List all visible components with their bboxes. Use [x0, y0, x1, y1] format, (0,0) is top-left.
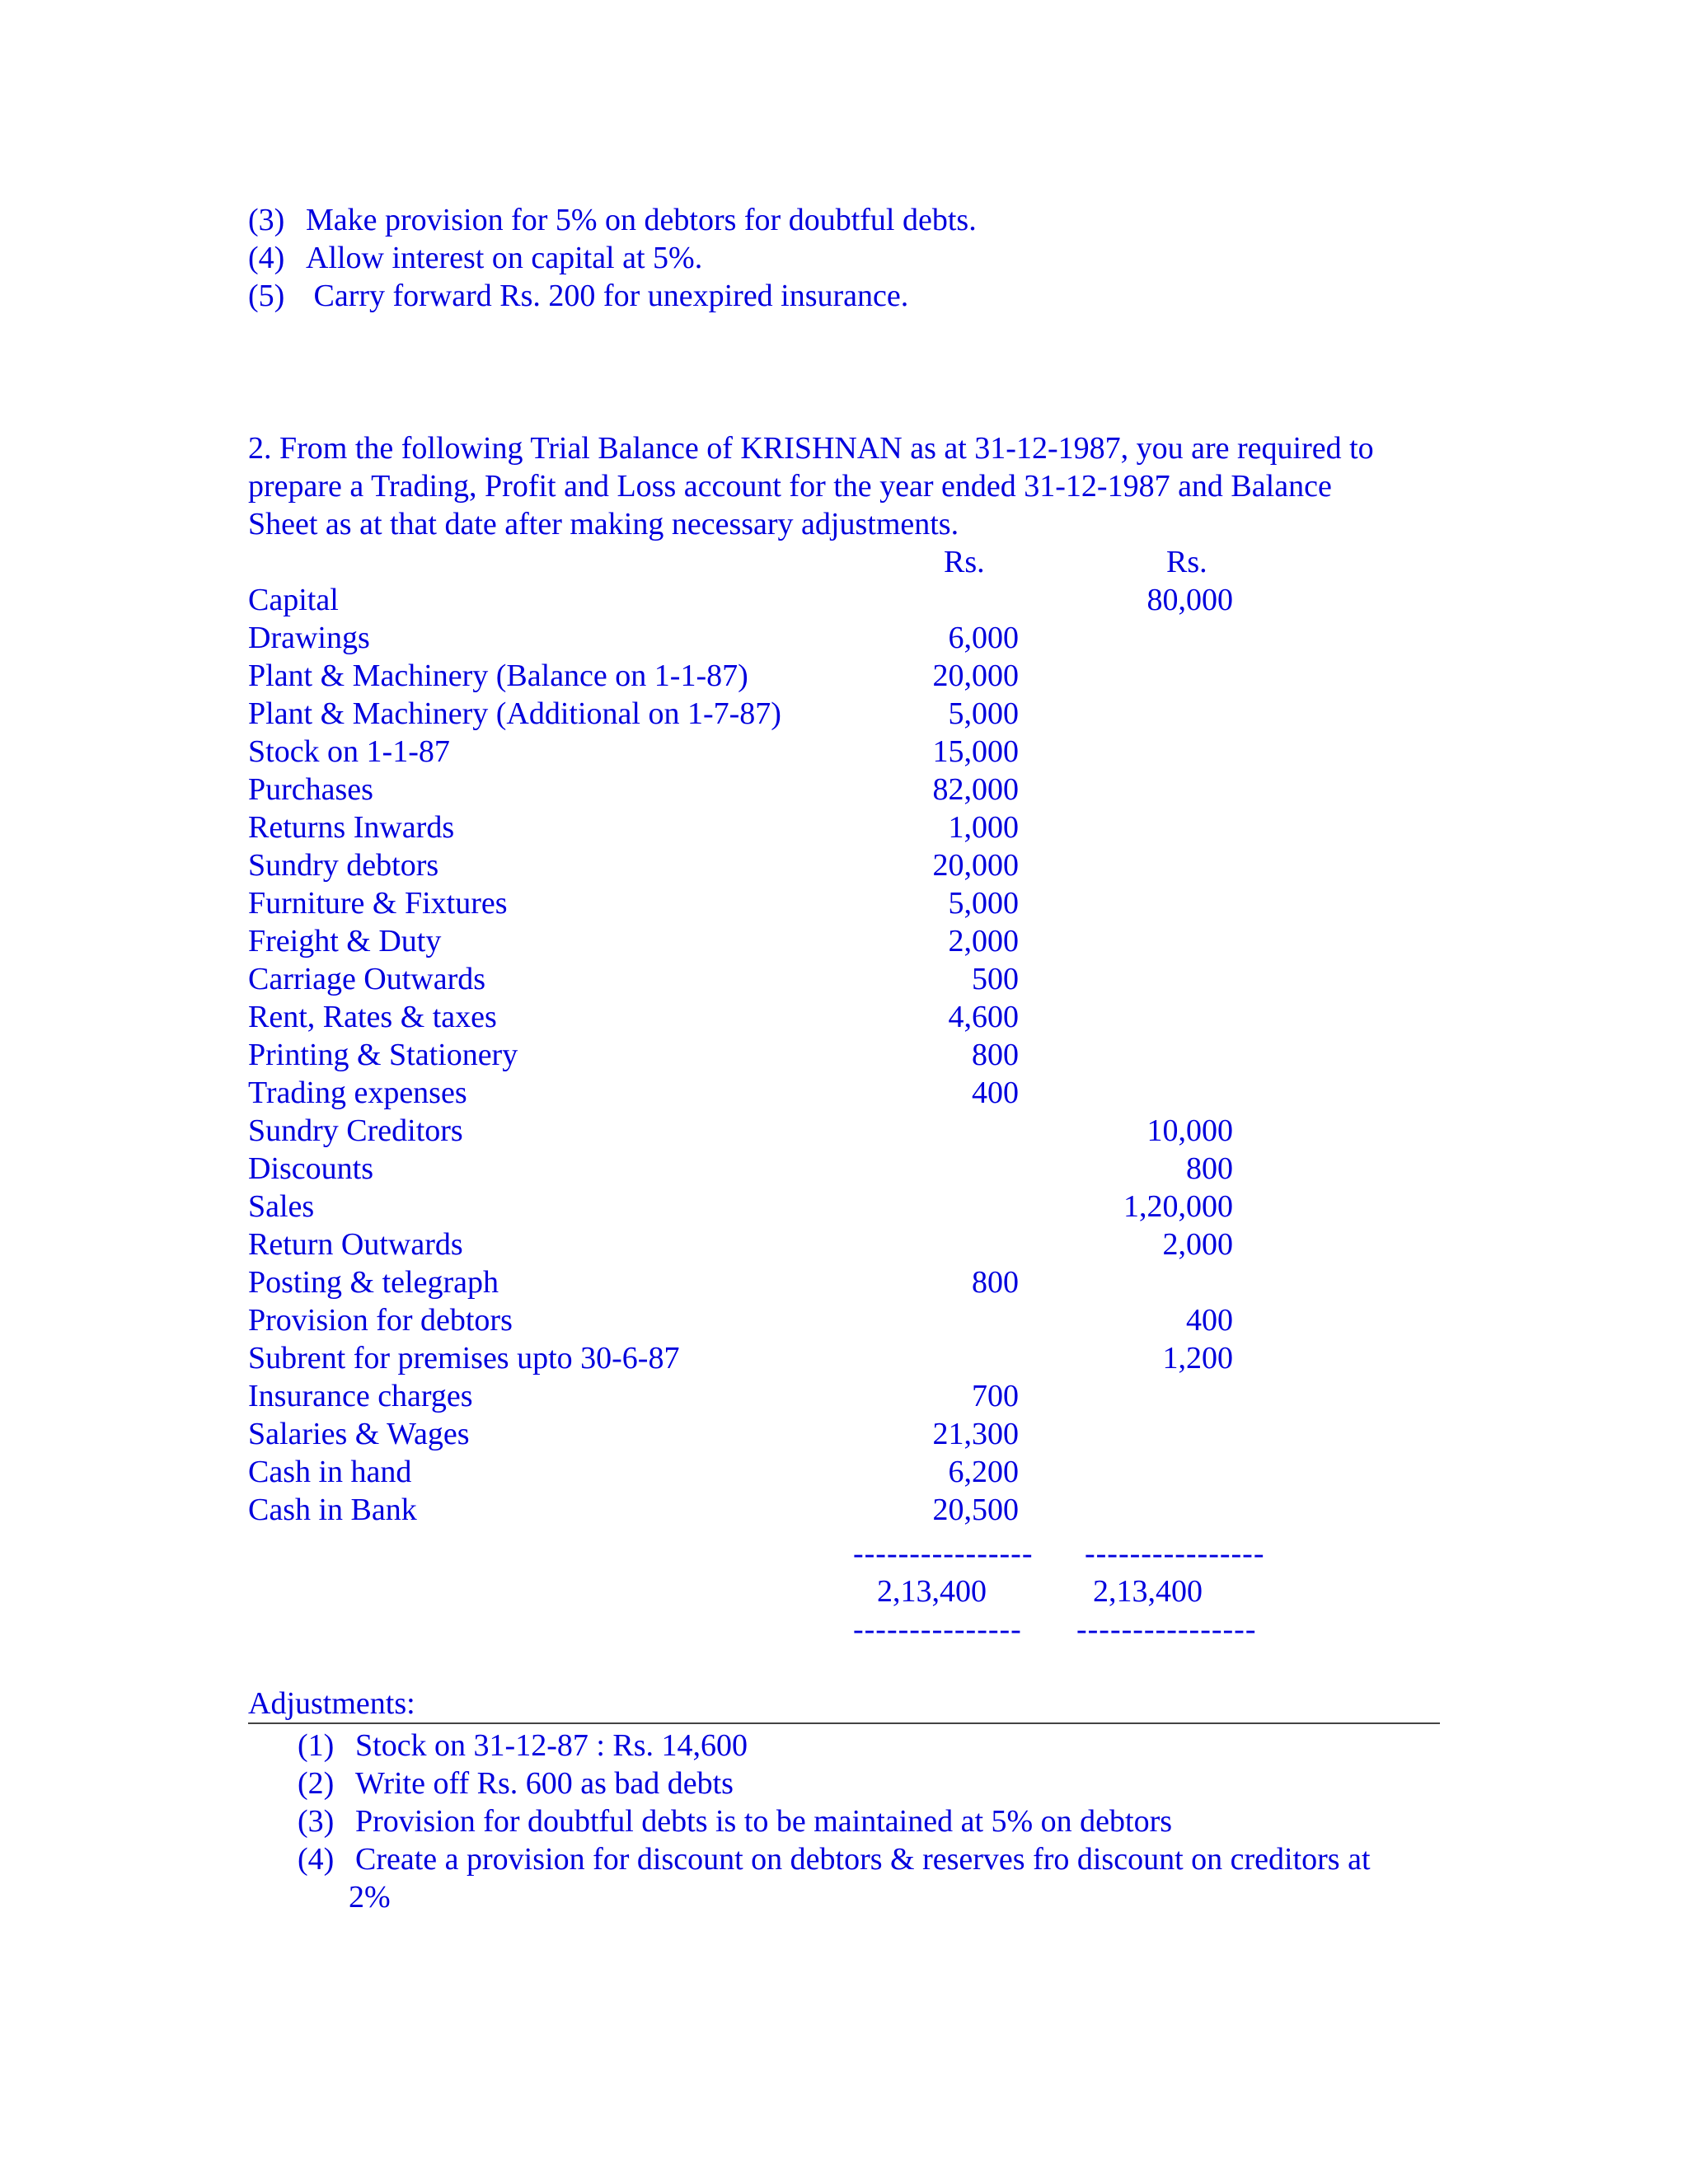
- row-credit: 800: [1186, 1151, 1233, 1186]
- row-debit: 5,000: [948, 696, 1019, 731]
- row-label: Subrent for premises upto 30-6-87: [248, 1341, 680, 1376]
- item-text: Provision for doubtful debts is to be maintained at 5% on debtors: [355, 1804, 1173, 1839]
- list-item: [298, 1727, 748, 1765]
- debit-column-header: Rs.: [944, 545, 985, 579]
- row-debit: 20,500: [932, 1493, 1019, 1527]
- row-debit: 800: [972, 1265, 1019, 1300]
- row-label: Sundry Creditors: [248, 1113, 463, 1148]
- list-item: [298, 1802, 1172, 1840]
- rule-bottom-debit: ---------------: [853, 1612, 1022, 1647]
- row-label: Salaries & Wages: [248, 1417, 470, 1451]
- row-label: Printing & Stationery: [248, 1038, 518, 1072]
- row-debit: 82,000: [932, 772, 1019, 807]
- item-text: Write off Rs. 600 as bad debts: [355, 1766, 734, 1801]
- item-text: Carry forward Rs. 200 for unexpired insurance.: [306, 279, 909, 313]
- row-debit: 500: [972, 962, 1019, 996]
- row-label: Drawings: [248, 621, 370, 655]
- rule-top-debit: ----------------: [853, 1536, 1034, 1571]
- row-label: Freight & Duty: [248, 924, 442, 958]
- row-debit: 700: [972, 1379, 1019, 1413]
- row-debit: 400: [972, 1076, 1019, 1110]
- item-text: Make provision for 5% on debtors for doubtful debts.: [306, 203, 977, 237]
- adjustments-divider: [248, 1722, 1440, 1724]
- row-label: Plant & Machinery (Additional on 1-7-87): [248, 696, 781, 731]
- row-label: Cash in hand: [248, 1455, 412, 1489]
- adjustments-heading: Adjustments:: [248, 1686, 415, 1721]
- row-debit: 20,000: [932, 658, 1019, 693]
- row-debit: 5,000: [948, 886, 1019, 921]
- rule-top-credit: ----------------: [1085, 1536, 1265, 1571]
- row-label: Carriage Outwards: [248, 962, 486, 996]
- item-number: (3): [248, 203, 285, 237]
- row-label: Return Outwards: [248, 1227, 463, 1262]
- question-line-1: 2. From the following Trial Balance of KRISHNAN as at 31-12-1987, you are required to: [248, 431, 1374, 466]
- item-continuation: 2%: [349, 1880, 391, 1915]
- row-label: Sundry debtors: [248, 848, 439, 883]
- item-number: (5): [248, 279, 285, 313]
- row-label: Returns Inwards: [248, 810, 455, 845]
- list-item: [248, 277, 908, 315]
- row-credit: 1,200: [1162, 1341, 1233, 1376]
- list-item: [248, 201, 977, 239]
- item-number: (3): [298, 1804, 335, 1839]
- row-debit: 15,000: [932, 734, 1019, 769]
- total-debit: 2,13,400: [877, 1574, 987, 1609]
- row-debit: 800: [972, 1038, 1019, 1072]
- total-credit: 2,13,400: [1093, 1574, 1203, 1609]
- row-credit: 400: [1186, 1303, 1233, 1338]
- row-credit: 80,000: [1146, 583, 1233, 617]
- row-debit: 6,200: [948, 1455, 1019, 1489]
- row-label: Provision for debtors: [248, 1303, 513, 1338]
- item-number: (4): [298, 1842, 335, 1877]
- item-text: Allow interest on capital at 5%.: [306, 241, 703, 275]
- row-label: Rent, Rates & taxes: [248, 1000, 497, 1034]
- row-label: Discounts: [248, 1151, 373, 1186]
- rule-bottom-credit: ----------------: [1076, 1612, 1257, 1647]
- row-debit: 21,300: [932, 1417, 1019, 1451]
- row-debit: 2,000: [948, 924, 1019, 958]
- row-label: Cash in Bank: [248, 1493, 417, 1527]
- row-label: Plant & Machinery (Balance on 1-1-87): [248, 658, 748, 693]
- item-number: (2): [298, 1766, 335, 1801]
- list-item: [248, 239, 702, 277]
- row-debit: 20,000: [932, 848, 1019, 883]
- list-item: [298, 1765, 734, 1802]
- row-credit: 1,20,000: [1123, 1189, 1233, 1224]
- row-debit: 4,600: [948, 1000, 1019, 1034]
- row-credit: 10,000: [1146, 1113, 1233, 1148]
- row-label: Insurance charges: [248, 1379, 473, 1413]
- question-line-3: Sheet as at that date after making necessary adjustments.: [248, 507, 959, 541]
- row-label: Capital: [248, 583, 339, 617]
- credit-column-header: Rs.: [1166, 545, 1207, 579]
- item-text: Stock on 31-12-87 : Rs. 14,600: [355, 1728, 748, 1763]
- item-number: (4): [248, 241, 285, 275]
- row-debit: 6,000: [948, 621, 1019, 655]
- question-line-2: prepare a Trading, Profit and Loss account for the year ended 31-12-1987 and Balance: [248, 469, 1332, 504]
- row-debit: 1,000: [948, 810, 1019, 845]
- row-label: Stock on 1-1-87: [248, 734, 450, 769]
- item-number: (1): [298, 1728, 335, 1763]
- row-label: Purchases: [248, 772, 373, 807]
- row-label: Trading expenses: [248, 1076, 467, 1110]
- item-text: Create a provision for discount on debtors & reserves fro discount on creditors at: [355, 1842, 1371, 1877]
- list-item: [298, 1840, 1371, 1878]
- row-label: Posting & telegraph: [248, 1265, 499, 1300]
- row-credit: 2,000: [1162, 1227, 1233, 1262]
- row-label: Furniture & Fixtures: [248, 886, 508, 921]
- row-label: Sales: [248, 1189, 315, 1224]
